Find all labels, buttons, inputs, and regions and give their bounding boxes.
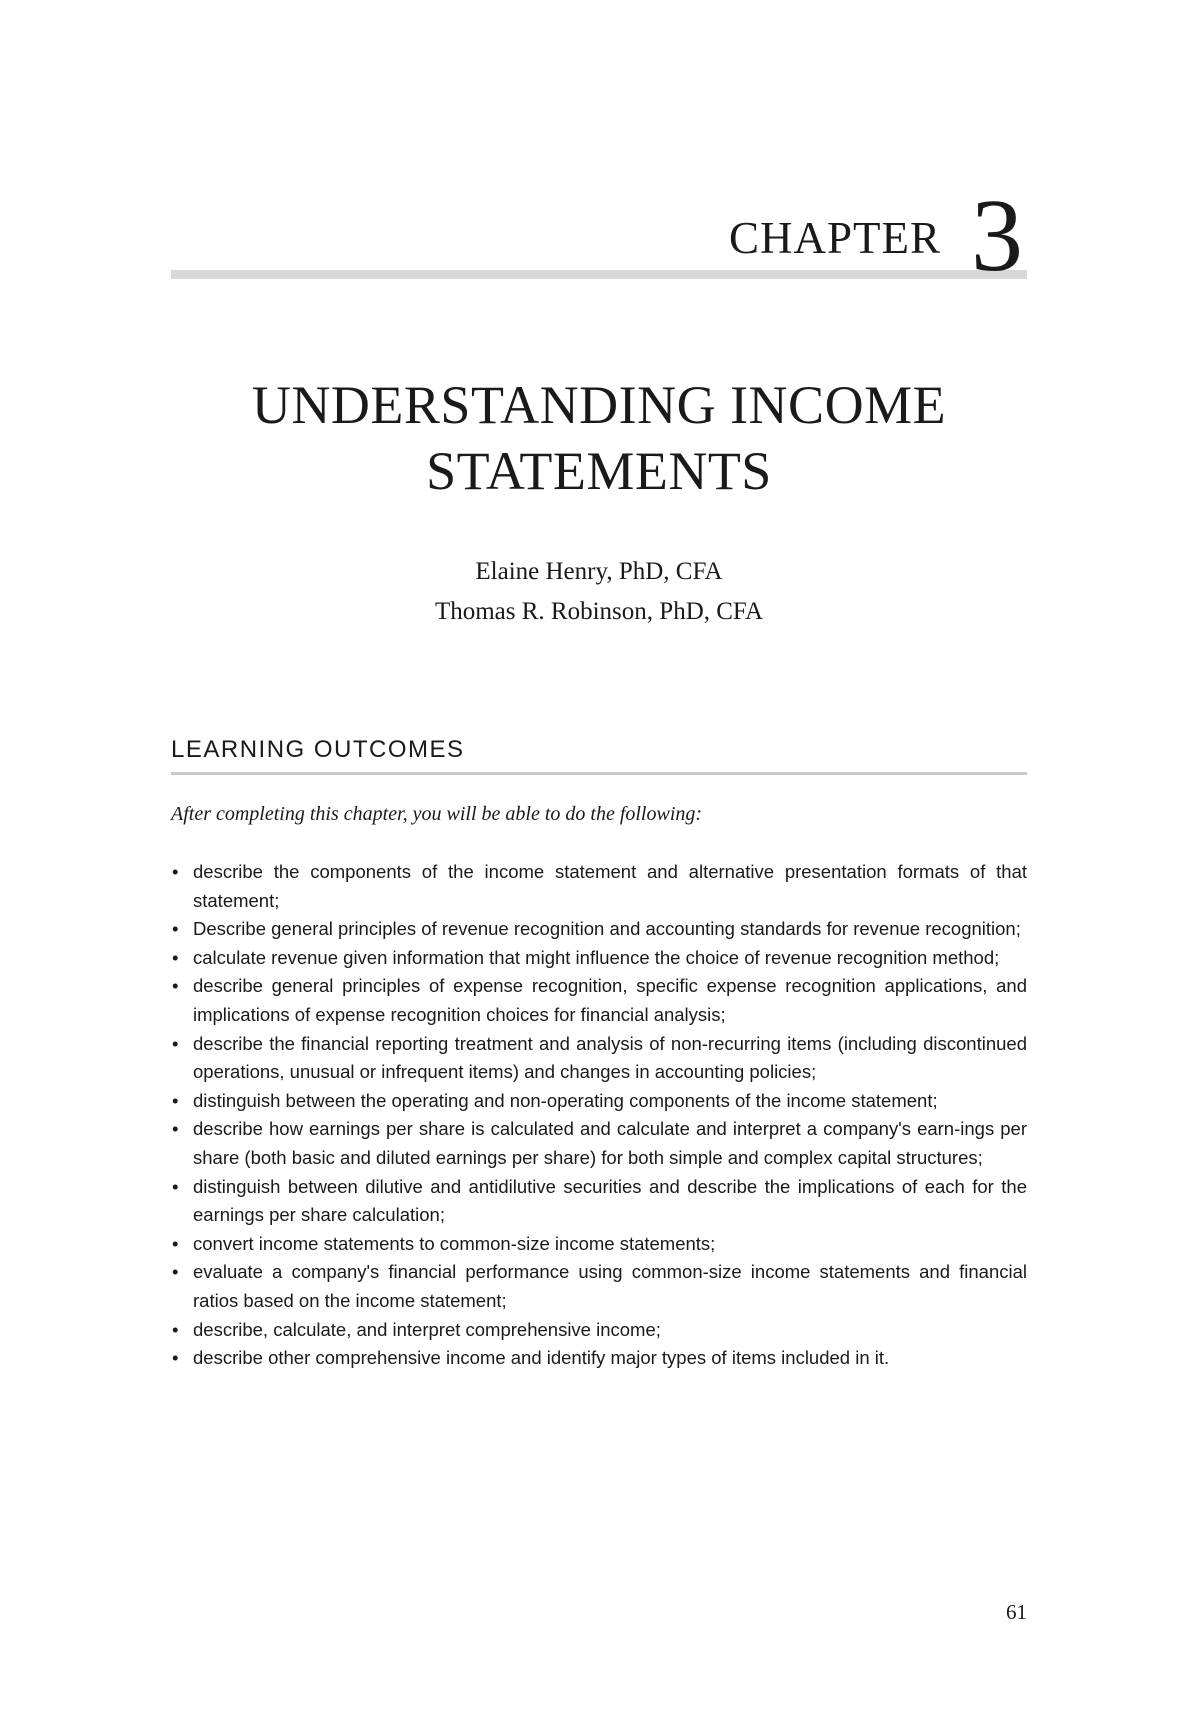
list-item <box>171 1316 1027 1345</box>
list-item <box>171 972 1027 1029</box>
list-item-text: describe other comprehensive income and identify major types of items included in it. <box>193 1347 890 1369</box>
list-item <box>171 915 1027 944</box>
list-item <box>171 1258 1027 1315</box>
bullet: • <box>172 1118 179 1140</box>
list-item-text: describe, calculate, and interpret comprehensive income; <box>193 1318 661 1340</box>
learning-outcomes-intro: After completing this chapter, you will be able to do the following: <box>171 803 703 825</box>
list-item-text: describe general principles of expense recognition, specific expense recognition applications, and implications of expense recognition choices for financial analysis; <box>193 975 1027 1025</box>
list-item-text: distinguish between the operating and non-operating components of the income statement; <box>193 1089 938 1111</box>
list-item-text: evaluate a company's financial performance using common-size income statements and financial ratios based on the income statement; <box>193 1261 1027 1311</box>
bullet: • <box>172 1232 179 1254</box>
list-item-text: describe how earnings per share is calculated and calculate and interpret a company's earn-ings per share (both basic and diluted earnings per share) for both simple and complex capital structures; <box>193 1118 1027 1168</box>
list-item <box>171 1173 1027 1230</box>
learning-outcomes-heading: LEARNING OUTCOMES <box>171 736 465 763</box>
bullet: • <box>172 1261 179 1283</box>
list-item-text: Describe general principles of revenue recognition and accounting standards for revenue recognition; <box>193 918 1021 940</box>
list-item <box>171 1115 1027 1172</box>
list-item-text: describe the financial reporting treatment and analysis of non-recurring items (including discontinued operations, unusual or infrequent items) and changes in accounting policies; <box>193 1032 1027 1083</box>
bullet: • <box>172 975 179 997</box>
learning-outcomes-rule <box>171 772 1027 775</box>
bullet: • <box>172 1318 179 1340</box>
learning-outcomes-list <box>171 858 1027 1373</box>
list-item <box>171 1030 1027 1087</box>
list-item-text: describe the components of the income statement and alternative presentation formats of that statement; <box>193 861 1027 911</box>
chapter-label: CHAPTER <box>721 216 941 261</box>
bullet: • <box>172 946 179 968</box>
page-number: 61 <box>1006 1600 1027 1624</box>
bullet: • <box>172 1032 179 1054</box>
author-name: Thomas R. Robinson, PhD, CFA <box>434 598 764 625</box>
list-item-text: distinguish between dilutive and antidilutive securities and describe the implications of each for the earnings per share calculation; <box>193 1175 1027 1226</box>
list-item <box>171 858 1027 915</box>
chapter-title-line-2: STATEMENTS <box>426 441 772 501</box>
list-item-text: calculate revenue given information that might influence the choice of revenue recognition method; <box>193 946 1000 968</box>
list-item <box>171 1230 1027 1259</box>
chapter-title <box>171 372 1027 504</box>
bullet: • <box>172 1175 179 1197</box>
author-name: Elaine Henry, PhD, CFA <box>475 558 723 585</box>
chapter-rule <box>171 270 1027 279</box>
list-item-text: convert income statements to common-size income statements; <box>193 1232 716 1254</box>
bullet: • <box>172 918 179 940</box>
bullet: • <box>172 861 179 882</box>
list-item <box>171 944 1027 973</box>
bullet: • <box>172 1089 179 1111</box>
author-list <box>171 552 1027 632</box>
bullet: • <box>172 1347 179 1369</box>
chapter-title-line-1: UNDERSTANDING INCOME <box>251 375 947 435</box>
chapter-number: 3 <box>971 178 1023 293</box>
chapter-header <box>171 178 1027 293</box>
list-item <box>171 1344 1027 1373</box>
list-item <box>171 1087 1027 1116</box>
